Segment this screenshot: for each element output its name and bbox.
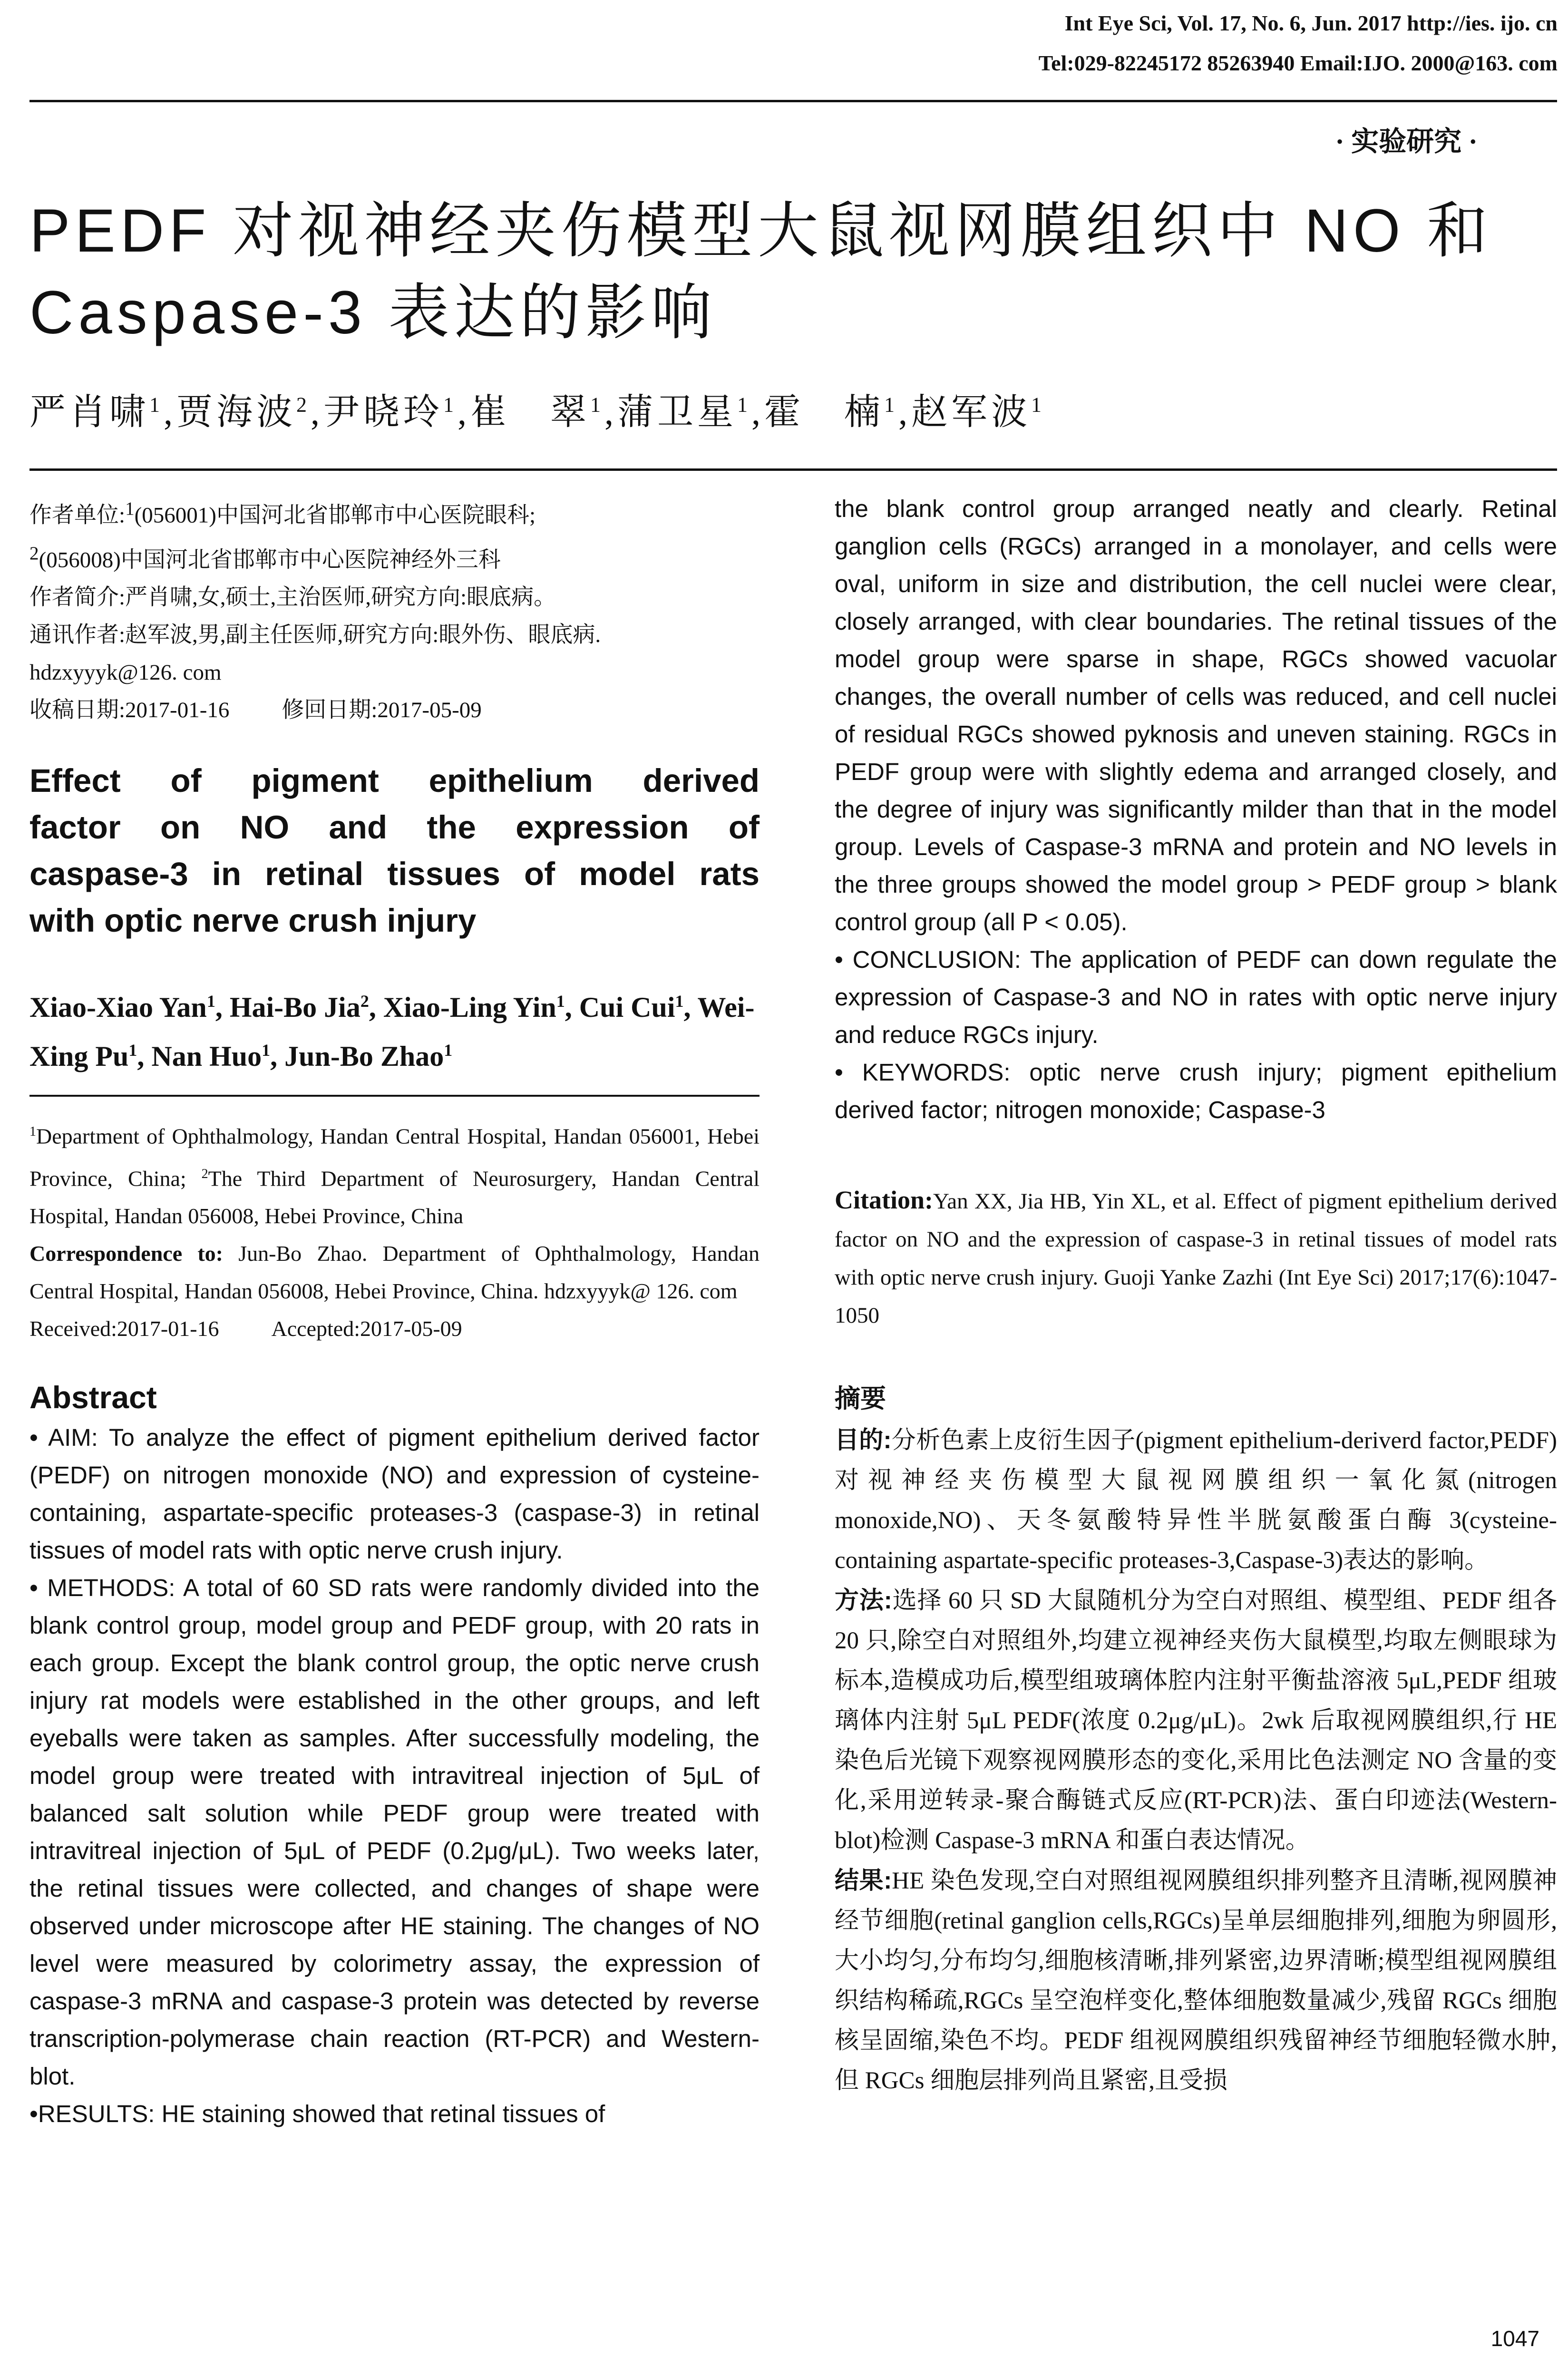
header-rule (29, 100, 1557, 102)
author-affiliation-mark: 1 (206, 992, 215, 1011)
authors-en: Xiao-Xiao Yan$^1$, Hai-Bo Jia$^2$, Xiao-Ling Yin$^1$, Cui Cui$^1$, Wei-Xing Pu$^1$, Nan Huo$^1$, Jun-Bo Zhao$^1$ (29, 992, 755, 1072)
right-column (835, 490, 1557, 2101)
author-units: 作者单位:$^1$(056001)中国河北省邯郸市中心医院眼科; (29, 498, 536, 528)
abstract-cn-results: 结果:HE 染色发现,空白对照组视网膜组织排列整齐且清晰,视网膜神经节细胞(retinal ganglion cells,RGCs)呈单层细胞排列,细胞为卵圆形,大小均匀,分布均匀,细胞核清晰,排列紧密,边界清晰;模型组视网膜组织结构稀疏,RGCs 呈空泡样变化,整体细胞数量减少,残留 RGCs 细胞核呈固缩,染色不均。PEDF 组视网膜组织残留神经节细胞轻微水肿,但 RGCs 细胞层排列尚且紧密,且受损 (835, 1867, 1557, 2094)
author-name-en: Wei-Xing Pu (29, 992, 755, 1072)
corresponding-email: hdzxyyyk@126. com (29, 660, 222, 685)
author-affiliation-mark: 1 (590, 393, 604, 417)
author-intro: 作者简介:严肖啸,女,硕士,主治医师,研究方向:眼底病。 (29, 585, 556, 610)
author-affiliation-mark: 1 (675, 992, 684, 1011)
article-title: PEDF 对视神经夹伤模型大鼠视网膜组织中 NO 和 Caspase-3 表达的影响 (29, 197, 1493, 347)
abstract-cn-heading: 摘要 (835, 1384, 886, 1413)
left-column (29, 490, 760, 2133)
author-affiliation-mark: 1 (1031, 393, 1045, 417)
author-name-cn: 蒲卫星 (617, 392, 737, 432)
author-name-en: Nan Huo (151, 1041, 262, 1072)
author-name-en: Hai-Bo Jia (229, 992, 360, 1023)
author-unit-2: $^2$(056008)中国河北省邯郸市中心医院神经外三科 (29, 543, 501, 573)
abstract-heading: Abstract (29, 1379, 157, 1415)
section-tag: · 实验研究 · (1335, 126, 1478, 157)
author-affiliation-mark: 1 (737, 393, 751, 417)
author-name-cn: 尹晓玲 (323, 392, 443, 432)
journal-header-line: Int Eye Sci, Vol. 17, No. 6, Jun. 2017 http://ies. ijo. cn (1064, 11, 1558, 35)
abstract-results-cont: the blank control group arranged neatly and clearly. Retinal ganglion cells (RGCs) arranged in a monolayer, and cells were oval, uniform in size and distribution, the cell nuclei were clear, closely arranged, with clear boundaries. The retinal tissues of the model group were sparse in shape, RGCs showed vacuolar changes, the overall number of cells was reduced, and cell nuclei of residual RGCs showed pyknosis and uneven staining. RGCs in PEDF group were with slightly edema and arranged closely, and the degree of injury was significantly milder than that in the model group. Levels of Caspase-3 mRNA and protein and NO levels in the three groups showed the model group > PEDF group > blank control group (all P < 0.05). (835, 495, 1557, 935)
abstract-aim: • AIM: To analyze the effect of pigment epithelium derived factor (PEDF) on nitrogen monoxide (NO) and expression of cysteine-containing, aspartate-specific proteases-3 (caspase-3) in retinal tissues of model rats with optic nerve crush injury. (29, 1423, 760, 1564)
abstract-cn-methods: 方法:选择 60 只 SD 大鼠随机分为空白对照组、模型组、PEDF 组各 20 只,除空白对照组外,均建立视神经夹伤大鼠模型,均取左侧眼球为标本,造模成功后,模型组玻璃体腔内注射平衡盐溶液 5μL,PEDF 组玻璃体内注射 5μL PEDF(浓度 0.2μg/μL)。2wk 后取视网膜组织,行 HE 染色后光镜下观察视网膜形态的变化,采用比色法测定 NO 含量的变化,采用逆转录-聚合酶链式反应(RT-PCR)法、蛋白印迹法(Western-blot)检测 Caspase-3 mRNA 和蛋白表达情况。 (835, 1587, 1557, 1854)
author-name-en: Jun-Bo Zhao (284, 1041, 444, 1072)
author-name-en: Xiao-Ling Yin (383, 992, 556, 1023)
affiliations-en (29, 1113, 760, 1347)
abstract-results-start: •RESULTS: HE staining showed that retinal tissues of (29, 2100, 605, 2127)
author-name-cn: 赵军波 (911, 392, 1031, 432)
departments-en: $^1$Department of Ophthalmology, Handan Central Hospital, Handan 056001, Hebei Province, China; $^2$The Third Department of Neurosurgery, Handan Central Hospital, Handan 056008, Hebei Province, China (29, 1124, 760, 1228)
contact-header-line: Tel:029-82245172 85263940 Email:IJO. 2000@163. com (1038, 51, 1558, 75)
dates-cn: 收稿日期:2017-01-16 修回日期:2017-05-09 (29, 698, 482, 723)
authors-cn: 严肖啸$^1$,贾海波$^2$,尹晓玲$^1$,崔 翠$^1$,蒲卫星$^1$,霍 楠$^1$,赵军波$^1$ (29, 392, 1045, 432)
author-affiliation-mark: 2 (360, 992, 369, 1011)
author-affiliation-mark: 1 (444, 1041, 453, 1060)
author-name-cn: 贾海波 (176, 392, 296, 432)
author-name-en: Xiao-Xiao Yan (29, 992, 207, 1023)
author-name-cn: 崔 翠 (470, 392, 590, 432)
english-title: Effect of pigment epithelium derived factor on NO and the expression of caspase-3 in retinal tissues of model rats with optic nerve crush injury (29, 762, 760, 939)
abstract-keywords: • KEYWORDS: optic nerve crush injury; pigment epithelium derived factor; nitrogen monoxide; Caspase-3 (835, 1059, 1557, 1123)
author-affiliation-mark: 1 (262, 1041, 271, 1060)
author-name-en: Cui Cui (579, 992, 675, 1023)
correspondence-en: Correspondence to: Jun-Bo Zhao. Department of Ophthalmology, Handan Central Hospital, Handan 056008, Hebei Province, China. hdzxyyyk@ 126. com (29, 1241, 760, 1303)
author-name-cn: 严肖啸 (29, 392, 149, 432)
abstract-methods: • METHODS: A total of 60 SD rats were randomly divided into the blank control group, model group and PEDF group, with 20 rats in each group. Except the blank control group, the optic nerve crush injury rat models were established in the other groups, and left eyeballs were taken as samples. After successfully modeling, the model group were treated with intravitreal injection of 5μL of balanced salt solution while PEDF group were treated with intravitreal injection of 5μL of PEDF (0.2μg/μL). Two weeks later, the retinal tissues were collected, and changes of shape were observed under microscope after HE staining. The changes of NO level were measured by colorimetry assay, the expression of caspase-3 mRNA and caspase-3 protein was detected by reverse transcription-polymerase chain reaction (RT-PCR) and Western-blot. (29, 1574, 760, 2090)
author-name-cn: 霍 楠 (764, 392, 884, 432)
author-affiliation-mark: 2 (296, 393, 311, 417)
page-number: 1047 (1490, 2326, 1539, 2351)
author-affiliation-mark: 1 (149, 393, 164, 417)
author-affiliation-mark: 1 (128, 1041, 137, 1060)
abstract-conclusion: • CONCLUSION: The application of PEDF can down regulate the expression of Caspase-3 and NO in rates with optic nerve injury and reduce RGCs injury. (835, 946, 1557, 1048)
abstract-cn-aim: 目的:分析色素上皮衍生因子(pigment epithelium-deriverd factor,PEDF)对视神经夹伤模型大鼠视网膜组织一氧化氮(nitrogen monoxide,NO)、天冬氨酸特异性半胱氨酸蛋白酶 3(cysteine-containing aspartate-specific proteases-3,Caspase-3)表达的影响。 (835, 1426, 1558, 1574)
citation: Citation:Yan XX, Jia HB, Yin XL, et al. Effect of pigment epithelium derived factor on NO and the expression of caspase-3 in retinal tissues of model rats with optic nerve crush injury. Guoji Yanke Zazhi (Int Eye Sci) 2017;17(6):1047-1050 (835, 1186, 1557, 1328)
affiliation-rule (29, 1095, 760, 1097)
author-affiliation-mark: 1 (443, 393, 458, 417)
author-affiliation-mark: 1 (884, 393, 898, 417)
corresponding-author-cn: 通讯作者:赵军波,男,副主任医师,研究方向:眼外伤、眼底病. (29, 623, 601, 648)
dates-en: Received:2017-01-16 Accepted:2017-05-09 (29, 1316, 462, 1341)
author-meta-cn (29, 490, 760, 729)
title-rule (29, 468, 1557, 471)
author-affiliation-mark: 1 (556, 992, 565, 1011)
